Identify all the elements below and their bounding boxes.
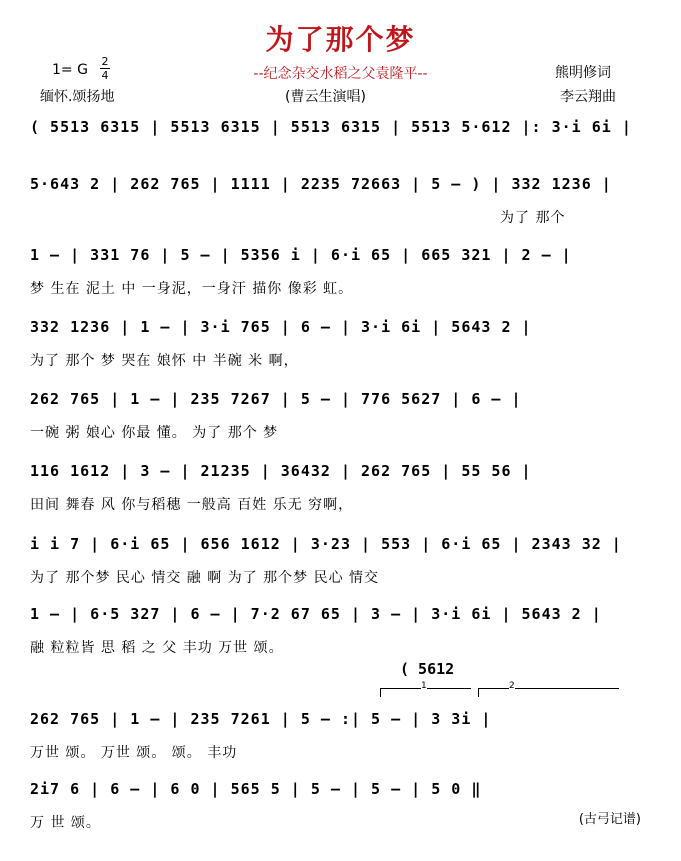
notation-line: 5·643 2 | 262 765 | 1111 | 2235 72663 | 5 – ) | 332 1236 |: [30, 175, 612, 193]
notation-line: i i 7 | 6·i 65 | 656 1612 | 3·23 | 553 | 6·i 65 | 2343 32 |: [30, 535, 622, 553]
notation-line: 1 – | 6·5 327 | 6 – | 7·2 67 65 | 3 – | 3·i 6i | 5643 2 |: [30, 605, 602, 623]
lyrics-line: 为了 那个 梦 哭在 娘怀 中 半碗 米 啊，: [30, 353, 299, 369]
key-signature: 1= G: [52, 62, 88, 78]
volta-bracket-2: [478, 681, 619, 697]
lyrics-line: 梦 生在 泥土 中 一身泥，一身汗 描你 像彩 虹。: [30, 281, 354, 297]
song-title: 为了那个梦: [265, 23, 416, 56]
notation-line: 2i7 6 | 6 – | 6 0 | 565 5 | 5 – | 5 – | 5 0 ‖: [30, 780, 482, 798]
lyrics-line: [30, 150, 650, 172]
notation-line: 1 – | 331 76 | 5 – | 5356 i | 6·i 65 | 665 321 | 2 – |: [30, 246, 572, 264]
transcriber-note: (古弓记谱): [578, 812, 641, 827]
song-subtitle: --纪念杂交水稻之父袁隆平--: [253, 66, 428, 82]
notation-line: 262 765 | 1 – | 235 7267 | 5 – | 776 5627 | 6 – |: [30, 390, 522, 408]
time-signature: [100, 56, 110, 81]
lyrics-line: 为了 那个梦 民心 情交 融 啊 为了 那个梦 民心 情交: [30, 570, 380, 586]
volta-bracket-1: [380, 681, 471, 697]
notation-line: ( 5513 6315 | 5513 6315 | 5513 6315 | 5513 5·612 |: 3·i 6i |: [30, 118, 632, 136]
lyrics-line: 田间 舞春 风 你与稻穗 一般高 百姓 乐无 穷啊，: [30, 497, 354, 513]
lyrics-line: 一碗 粥 娘心 你最 懂。 为了 那个 梦: [30, 425, 279, 441]
lyrics-line: 万 世 颂。: [30, 815, 101, 831]
volta-number-1: 1: [421, 681, 427, 691]
notation-line: 116 1612 | 3 – | 21235 | 36432 | 262 765 | 55 56 |: [30, 462, 532, 480]
notation-line: 262 765 | 1 – | 235 7261 | 5 – :| 5 – | 3 3i |: [30, 710, 492, 728]
volta-number-2: 2: [509, 681, 515, 691]
composer: 李云翔曲: [560, 89, 616, 105]
singer: (曹云生演唱): [285, 89, 366, 105]
time-sig-top: 2: [101, 55, 109, 68]
notation-line: 332 1236 | 1 – | 3·i 765 | 6 – | 3·i 6i | 5643 2 |: [30, 318, 532, 336]
lyrics-line: 为了 那个: [500, 210, 566, 226]
lyrics-line: 万世 颂。 万世 颂。 颂。 丰功: [30, 745, 238, 761]
tempo-mark: 缅怀.颂扬地: [40, 89, 115, 105]
volta-alternate: ( 5612: [400, 660, 455, 678]
lyricist: 熊明修词: [555, 65, 611, 81]
time-sig-bottom: 4: [101, 69, 109, 82]
lyrics-line: 融 粒粒皆 思 稻 之 父 丰功 万世 颂。: [30, 640, 284, 656]
